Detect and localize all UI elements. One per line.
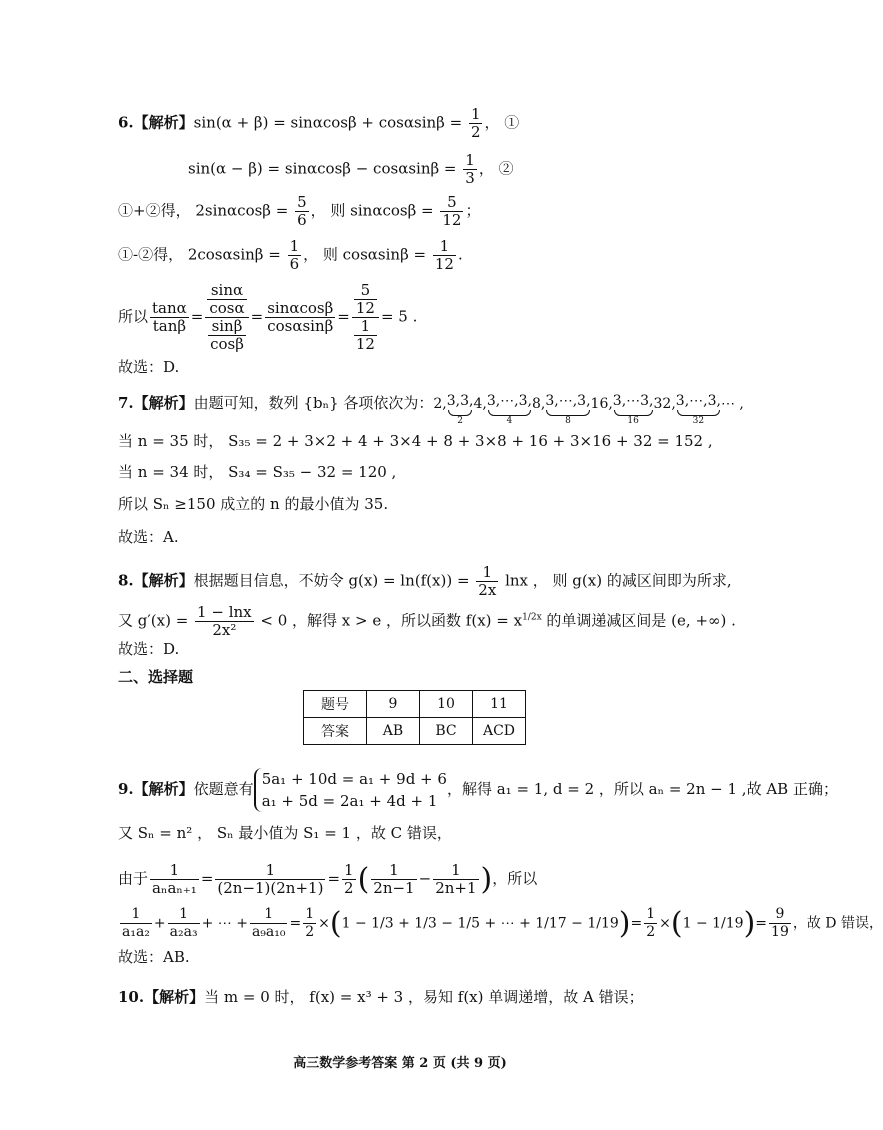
q8-answer: 故选：D. [118, 640, 180, 658]
table-cell: 11 [473, 691, 526, 718]
underbrace-group [676, 392, 721, 426]
fraction: $\frac{1}{6}$ [289, 237, 300, 273]
text: 1 − 1/3 + 1/3 − 1/5 + ⋯ + 1/17 − 1/19 [341, 915, 619, 932]
fraction: $\frac{1}{2n+1}$ [435, 861, 477, 897]
q6-line3 [118, 194, 480, 229]
sequence-term: ⋯ , [720, 396, 744, 412]
text: ①-②得， 2cosαsinβ = [118, 245, 286, 264]
text: + [153, 915, 166, 932]
table-row [304, 691, 526, 718]
underbrace-group [447, 392, 474, 426]
q9-line2: 又 Sₙ = n² ， Sₙ 最小值为 S₁ = 1 ，故 C 错误， [118, 824, 452, 842]
underbrace-label: 32 [692, 416, 705, 426]
table-cell: ACD [473, 718, 526, 745]
text: + ⋯ + [201, 915, 248, 932]
q9-line1 [118, 768, 838, 812]
q6-answer: 故选：D. [118, 358, 180, 376]
q7-sequence [433, 393, 744, 426]
q6-line4 [118, 238, 463, 273]
sequence-term: 8, [532, 396, 546, 412]
fraction: $\frac{9}{19}$ [771, 906, 789, 940]
table-cell: 10 [420, 691, 473, 718]
text: 依题意有 [193, 780, 254, 798]
text: = 5 . [380, 307, 418, 326]
fraction: $\frac{1}{2x}$ [478, 563, 497, 599]
underbrace-label: 8 [565, 416, 571, 426]
fraction: $\frac{1}{12}$ [434, 237, 454, 273]
text: 由题可知，数列 {bₙ} 各项依次为： [193, 394, 434, 412]
q6-line2 [188, 152, 514, 187]
text: 由于 [118, 869, 149, 888]
q9-line4 [118, 906, 883, 941]
q9-line3 [118, 862, 537, 897]
text: 当 m = 0 时， f(x) = x³ + 3 ，易知 f(x) 单调递增，故 A 错误； [204, 988, 644, 1006]
q9-head: 9.【解析】 [118, 780, 194, 798]
compound-fraction: $\frac{\frac{\sin\alpha}{\cos\alpha}}{\frac{\sin\beta}{\cos\beta}}$ [205, 282, 248, 353]
text: 所以 [118, 307, 149, 326]
underbrace-group [613, 392, 654, 426]
text: = [289, 915, 302, 932]
fraction: $\frac{1}{(2n-1)(2n+1)}$ [217, 861, 324, 897]
equation-system [254, 768, 447, 812]
text: = [250, 307, 264, 326]
fraction: $\frac{1 - \ln x}{\text{2x²}}$ [197, 603, 252, 639]
q6-line1 [118, 106, 519, 141]
paren: ) [480, 861, 493, 897]
exponent: 1/2x [522, 612, 542, 623]
q8-head: 8.【解析】 [118, 571, 194, 590]
q7-head: 7.【解析】 [118, 394, 194, 412]
text: × [318, 915, 330, 932]
sequence-term: 16, [590, 396, 613, 412]
q6-eq2: sin(α − β) = sinαcosβ − cosαsinβ = [188, 159, 462, 178]
fraction: $\frac{1}{2n-1}$ [373, 861, 415, 897]
fraction: $\frac{1}{\text{a₁a₂}}$ [122, 906, 150, 940]
q6-eq1: sin(α + β) = sinαcosβ + cosαsinβ = [193, 113, 467, 132]
underbrace-label: 2 [457, 416, 463, 426]
text: = [200, 869, 214, 888]
fraction: $\frac{1}{2}$ [344, 861, 354, 897]
fraction: $\frac{\sin\alpha\cos\beta}{\cos\alpha\sin\beta}$ [267, 299, 334, 335]
q7-line3: 当 n = 34 时， S₃₄ = S₃₅ − 32 = 120 , [118, 463, 397, 481]
sequence-term: 3,⋯,3, [675, 393, 721, 409]
underbrace-label: 4 [506, 416, 513, 426]
text: 又 g′(x) = [118, 611, 194, 630]
text: 1 − 1/19 [682, 915, 744, 932]
underbrace-group [545, 392, 590, 426]
q6-tag2: ， ② [478, 159, 514, 178]
fraction: $\frac{1}{2}$ [646, 906, 656, 940]
fraction: $\frac{5}{12}$ [442, 193, 462, 229]
answer-table [303, 690, 526, 745]
q6-tag1: ， ① [484, 113, 520, 132]
table-cell: AB [367, 718, 420, 745]
text: ； [465, 201, 481, 220]
sequence-term: 3,⋯,3, [486, 393, 532, 409]
paren: ( [670, 905, 683, 941]
text: < 0 ，解得 x > e ，所以函数 f(x) = x [255, 611, 523, 630]
text: ，故 D 错误， [792, 915, 883, 932]
q8-line1 [118, 564, 732, 599]
compound-fraction: $\frac{\frac{5}{12}}{\frac{1}{12}}$ [352, 282, 379, 353]
fraction: $\frac{\tan\alpha}{\tan\beta}$ [152, 299, 187, 335]
q6-line5 [118, 282, 417, 353]
text: . [457, 245, 463, 264]
underbrace-label: 16 [627, 416, 639, 426]
text: = [337, 307, 350, 326]
fraction: $\frac{1}{\text{a₂a₃}}$ [169, 906, 198, 940]
table-row [304, 718, 526, 745]
text: lnx ， 则 g(x) 的减区间即为所求, [500, 571, 732, 590]
underbrace-group [487, 392, 532, 426]
sequence-term: 32, [653, 396, 676, 412]
q7-line2: 当 n = 35 时， S₃₅ = 2 + 3×2 + 4 + 3×4 + 8 + 3×8 + 16 + 3×16 + 32 = 152 , [118, 432, 713, 450]
sequence-term: 4, [473, 396, 487, 412]
equation: 5a₁ + 10d = a₁ + 9d + 6 [261, 770, 447, 788]
text: 的单调递减区间是 (e, +∞) . [541, 611, 736, 630]
equation: a₁ + 5d = 2a₁ + 4d + 1 [261, 792, 438, 810]
q7-line1 [118, 392, 744, 426]
text: ， 则 sinαcosβ = [310, 201, 439, 220]
table-cell: BC [420, 718, 473, 745]
table-cell: 9 [367, 691, 420, 718]
text: × [659, 915, 671, 932]
text: 根据题目信息，不妨令 g(x) = ln(f(x)) = [193, 571, 475, 590]
text: ，解得 a₁ = 1, d = 2 ，所以 aₙ = 2n − 1 ,故 AB 正确； [446, 780, 838, 798]
fraction: $\frac{5}{6}$ [297, 193, 307, 229]
fraction: $\frac{1}{2}$ [470, 105, 481, 141]
sequence-term: 2, [433, 396, 447, 412]
sequence-term: 3,⋯3, [612, 393, 654, 409]
fraction: $\frac{1}{\text{a₉a₁₀}}$ [251, 906, 286, 940]
q10-line1 [118, 986, 644, 1008]
paren: ) [743, 905, 756, 941]
table-cell: 题号 [304, 691, 367, 718]
sequence-term: 3,3, [446, 393, 474, 409]
q7-line4: 所以 Sₙ ≥150 成立的 n 的最小值为 35. [118, 495, 389, 513]
fraction: $\frac{1}{2}$ [305, 906, 315, 940]
paren: ( [329, 905, 342, 941]
text: = [630, 915, 643, 932]
text: ，所以 [492, 869, 538, 888]
text: ， 则 cosαsinβ = [303, 245, 431, 264]
q9-answer: 故选：AB. [118, 948, 190, 966]
page-footer: 高三数学参考答案 第 2 页 (共 9 页) [293, 1056, 507, 1071]
paren: ( [357, 861, 370, 897]
text: ①+②得， 2sinαcosβ = [118, 201, 294, 220]
text: − [418, 869, 432, 888]
q10-head: 10.【解析】 [118, 988, 205, 1006]
sequence-term: 3,⋯,3, [545, 393, 591, 409]
q6-head: 6.【解析】 [118, 113, 194, 132]
q7-answer: 故选：A. [118, 528, 179, 546]
text: = [755, 915, 768, 932]
fraction: 1 aₙaₙ₊₁ [152, 861, 197, 897]
q8-line2 [118, 604, 736, 639]
section-title: 二、选择题 [118, 668, 194, 686]
text: = [327, 869, 341, 888]
fraction: $\frac{1}{3}$ [465, 151, 475, 187]
text: = [190, 307, 204, 326]
paren: ) [618, 905, 631, 941]
table-cell: 答案 [304, 718, 367, 745]
